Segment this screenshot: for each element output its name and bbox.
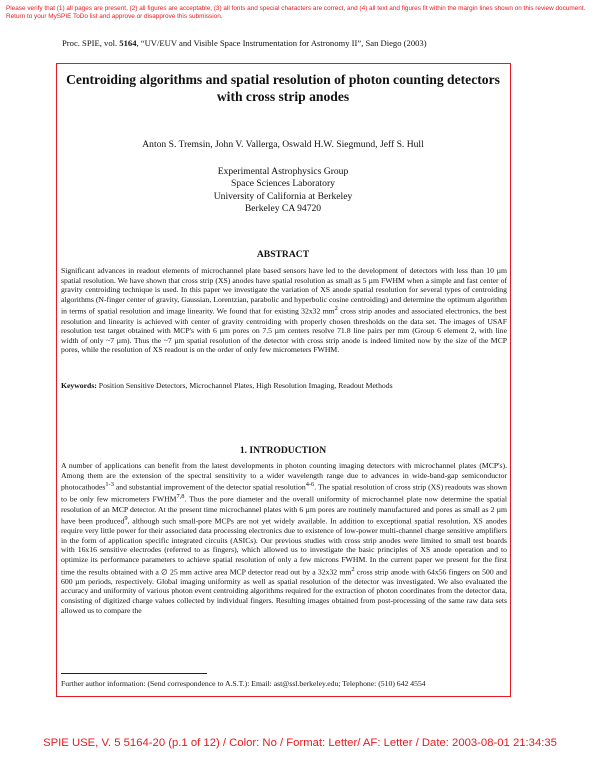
affiliation-university: University of California at Berkeley	[213, 190, 353, 202]
affiliation-group: Experimental Astrophysics Group	[217, 166, 349, 177]
intro-text: A number of applications can benefit from the latest developments in photon counting imaging detectors with microchannel plates (MCP's). Among them are the extension of the spectral sensitivity to a wider wavelength range due to advances in wide-band-gap semiconductor photocathodes	[61, 461, 507, 492]
intro-text: . The spatial resolution of cross strip (XS) readouts was shown to be only few micrometers FWHM	[61, 482, 507, 504]
intro-text: and substantial improvement of the detector spatial resolution	[113, 482, 306, 492]
abstract-text-part2: cross strip anodes and associated electronics, the best resolution and linearity is achieved with center of gravity centroiding with properly chosen thresholds on the data set. The images of USAF resolution test target obtained with MCP's with 6 µm pores on 7.5 µm centers resolve 71.8 line pairs per mm (Group 6 element 2, with line width of only ~7 µm). Thus the ~7 µm spatial resolution of the detector with cross strip anode is indeed limited now by the size of the MCP pores, while the resolution of XS readout is on the order of only few micrometers FWHM.	[61, 306, 508, 355]
unit-superscript: 2	[351, 565, 355, 573]
author-list: Anton S. Tremsin, John V. Vallerga, Oswald H.W. Siegmund, Jeff S. Hull	[142, 139, 424, 150]
affiliation-lab: Space Sciences Laboratory	[231, 178, 335, 190]
intro-text: , although such small-pore MCPs are not yet widely available. In addition to exceptional spatial resolution, XS anodes require very little power for their associated data processing electronics due to existence of low-power multi-channel charge sensitive amplifiers in the form of application specific integrated circuits (ASICs). Our previous studies with cross strip anodes were limited to small test boards with 16x16 sensitive electrodes (referred to as fingers), which allowed us to investigate the basic principles of XS anode operation and to optimize its performance parameters to achieve spatial resolution of only a few microns FWHM. In the current paper we present for the first time the results obtained with a ∅ 25 mm active area MCP detector read out by a 32x32 mm	[61, 516, 507, 577]
affiliation-city: Berkeley CA 94720	[244, 203, 322, 215]
proceedings-prefix: Proc. SPIE, vol.	[62, 38, 120, 48]
keywords-line	[61, 381, 507, 391]
citation-superscript: 9	[124, 515, 128, 523]
keywords-label: Keywords:	[61, 381, 97, 390]
intro-text: . Thus the pore diameter and the overall uniformity of microchannel plate now determine the spatial resolution of an MCP detector. At the present time microchannel plates with 6 µm pores are routinely manufactured and pores as small as 2 µm have been produced	[61, 494, 507, 526]
citation-superscript: 1-3	[105, 481, 114, 489]
introduction-body	[61, 461, 507, 615]
author-footnote: Further author information: (Send correspondence to A.S.T.): Email: ast@ssl.berkeley.edu; Telephone: (510) 642 4554	[61, 679, 426, 688]
abstract-body	[61, 266, 507, 355]
abstract-heading: ABSTRACT	[256, 249, 310, 260]
paper-title: Centroiding algorithms and spatial resolution of photon counting detectors with cross strip anodes	[66, 72, 500, 104]
citation-superscript: 7,8	[176, 493, 185, 501]
submission-stamp: SPIE USE, V. 5 5164-20 (p.1 of 12) / Color: No / Format: Letter/ AF: Letter / Date: 2003-08-01 21:34:35	[43, 737, 557, 749]
intro-text: cross strip anode with 64x56 fingers on 500 and 600 µm periods, respectively. Global imaging uniformity as well as spatial resolution of the detector was investigated. We also evaluated the accuracy and uniformity of various photon event centroiding algorithms required for the extraction of photon coordinates from the detector data, consisting of digitized charge values collected by individual fingers. Resulting images obtained from post-processing of the same raw data sets allowed us to compare the	[61, 567, 507, 615]
proceedings-suffix: , “UV/EUV and Visible Space Instrumentation for Astronomy II”, San Diego (2003)	[136, 38, 427, 48]
abstract-superscript: 2	[334, 305, 338, 313]
review-notice: Please verify that (1) all pages are present, (2) all figures are acceptable, (3) all fonts and special characters are correct, and (4) all text and figures fit within the margin lines shown on this review document. Return to your MySPIE ToDo list and approve or disapprove this submission.	[6, 5, 586, 20]
affiliation-block	[60, 166, 506, 216]
footnote-divider	[61, 673, 207, 674]
keywords-text: Position Sensitive Detectors, Microchannel Plates, High Resolution Imaging, Readout Methods	[96, 381, 393, 390]
proceedings-volume: 5164	[119, 38, 137, 48]
proceedings-citation	[62, 38, 562, 49]
abstract-text-part1: Significant advances in readout elements of microchannel plate based sensors have led to the development of detectors with less than 10 µm spatial resolution. We have shown that cross strip (XS) anodes have spatial resolution as small as 5 µm FWHM when a simple and fast center of gravity centroiding technique is used. In this paper we investigate the variation of XS anode spatial resolution for several types of centroiding algorithms (N-finger center of gravity, Gaussian, Lorentzian, parabolic and hyperbolic cosine centroiding) and determine the optimum algorithm in terms of spatial resolution and image linearity. We found that for existing 32x32 mm	[61, 266, 507, 316]
introduction-heading: 1. INTRODUCTION	[239, 445, 327, 456]
citation-superscript: 4-6	[305, 481, 315, 489]
